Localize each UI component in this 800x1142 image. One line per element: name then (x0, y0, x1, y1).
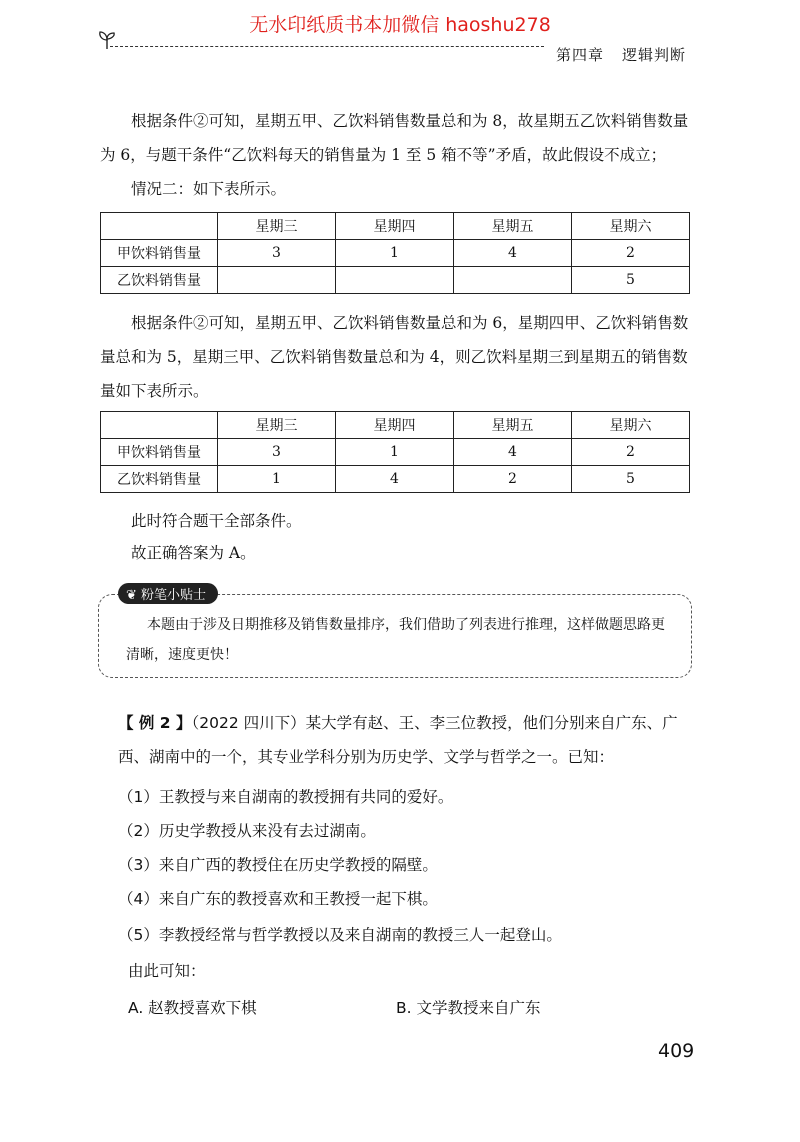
table-cell: 3 (218, 439, 336, 466)
condition-5: （5）李教授经常与哲学教授以及来自湖南的教授三人一起登山。 (118, 926, 562, 944)
table-cell: 星期三 (218, 412, 336, 439)
table-cell (336, 267, 454, 294)
table-row (101, 466, 690, 493)
sprout-icon: ❦ (126, 588, 142, 603)
condition-3: （3）来自广西的教授住在历史学教授的隔壁。 (118, 856, 438, 874)
table-cell: 甲饮料销售量 (101, 240, 218, 267)
table-cell: 2 (572, 439, 690, 466)
table-cell: 5 (572, 466, 690, 493)
table-header-row (101, 213, 690, 240)
table-cell: 甲饮料销售量 (101, 439, 218, 466)
table-cell: 4 (454, 240, 572, 267)
table-row (101, 240, 690, 267)
paragraph-5: 故正确答案为 A。 (131, 544, 256, 562)
example-intro-text: （2022 四川下）某大学有赵、王、李三位教授，他们分别来自广东、广西、湖南中的一个，其专业学科分别为历史学、文学与哲学之一。已知： (118, 714, 678, 766)
table-cell: 星期六 (572, 412, 690, 439)
tip-label-text: 粉笔小贴士 (141, 588, 207, 603)
table-cell: 2 (572, 240, 690, 267)
header-divider (110, 46, 544, 47)
paragraph-4: 此时符合题干全部条件。 (131, 512, 302, 530)
table-cell: 1 (336, 439, 454, 466)
chapter-label: 第四章 (556, 46, 605, 64)
table-cell (218, 267, 336, 294)
option-b: B. 文学教授来自广东 (396, 999, 541, 1017)
table-cell: 2 (454, 466, 572, 493)
table-cell: 星期五 (454, 213, 572, 240)
tip-label (118, 583, 218, 604)
table-cell: 4 (336, 466, 454, 493)
table-cell (454, 267, 572, 294)
table-cell: 星期四 (336, 412, 454, 439)
condition-2: （2）历史学教授从来没有去过湖南。 (118, 822, 376, 840)
table-cell: 1 (336, 240, 454, 267)
section-label: 逻辑判断 (622, 46, 687, 64)
table-cell: 星期四 (336, 213, 454, 240)
table-cell: 4 (454, 439, 572, 466)
running-header (556, 44, 704, 65)
table-cell: 5 (572, 267, 690, 294)
condition-4: （4）来自广东的教授喜欢和王教授一起下棋。 (118, 890, 438, 908)
paragraph-1: 根据条件②可知，星期五甲、乙饮料销售数量总和为 8，故星期五乙饮料销售数量为 6，与题干条件“乙饮料每天的销售量为 1 至 5 箱不等”矛盾，故此假设不成立； (100, 112, 689, 164)
table-header-row (101, 412, 690, 439)
option-a: A. 赵教授喜欢下棋 (128, 999, 257, 1017)
table-cell: 3 (218, 240, 336, 267)
table-cell (101, 213, 218, 240)
table-cell: 乙饮料销售量 (101, 267, 218, 294)
sales-table-1 (100, 212, 690, 294)
example-tag: 【 例 2 】 (118, 714, 192, 732)
table-row (101, 267, 690, 294)
tip-text: 本题由于涉及日期推移及销售数量排序，我们借助了列表进行推理，这样做题思路更清晰，速度更快！ (126, 617, 665, 663)
sprout-icon (96, 30, 118, 50)
table-cell: 星期六 (572, 213, 690, 240)
sales-table-2 (100, 411, 690, 493)
table-row (101, 439, 690, 466)
paragraph-2: 情况二：如下表所示。 (131, 180, 287, 198)
table-cell (101, 412, 218, 439)
paragraph-3: 根据条件②可知，星期五甲、乙饮料销售数量总和为 6，星期四甲、乙饮料销售数量总和为 5，星期三甲、乙饮料销售数量总和为 4，则乙饮料星期三到星期五的销售数量如下表所示。 (100, 314, 689, 400)
page-number: 409 (658, 1040, 695, 1062)
table-cell: 星期五 (454, 412, 572, 439)
watermark: 无水印纸质书本加微信 haoshu278 (249, 14, 551, 36)
table-cell: 乙饮料销售量 (101, 466, 218, 493)
condition-1: （1）王教授与来自湖南的教授拥有共同的爱好。 (118, 788, 454, 806)
table-cell: 星期三 (218, 213, 336, 240)
lead-text: 由此可知： (128, 962, 206, 980)
table-cell: 1 (218, 466, 336, 493)
example-intro (118, 706, 698, 774)
